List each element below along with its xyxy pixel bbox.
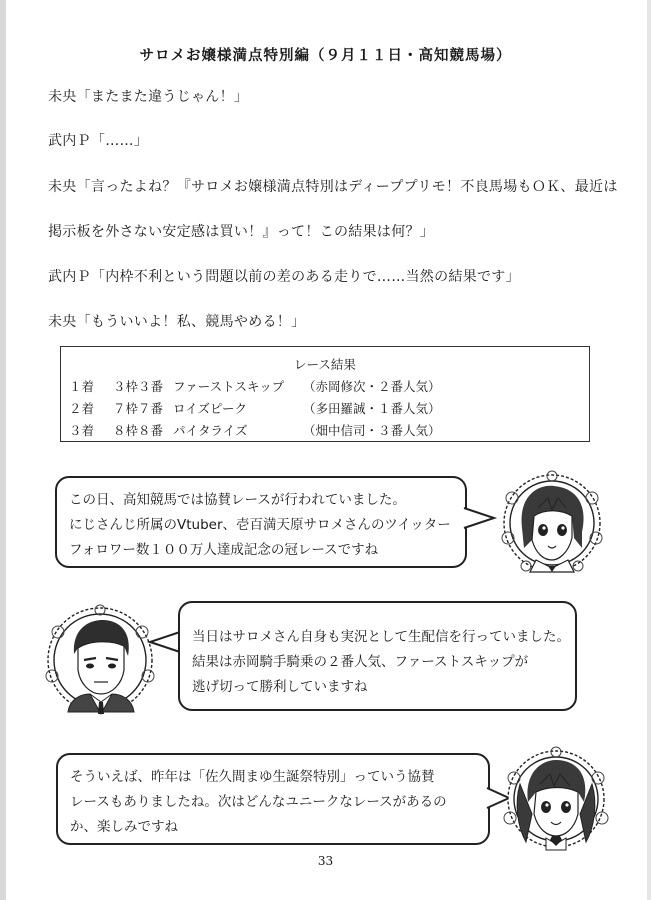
bubble-line: フォロワー数１００万人達成記念の冠レースですね: [69, 542, 379, 558]
result-horse: パイタライズ: [173, 423, 248, 438]
speech-bubble-tail: [464, 506, 498, 532]
bubble-line: レースもありましたね。次はどんなユニークなレースがあるの: [70, 794, 447, 810]
race-results-box: [60, 346, 590, 442]
bubble-line: 当日はサロメさん自身も実況として生配信を行っていました。: [192, 629, 570, 645]
speech-bubble-tail: [146, 630, 182, 656]
dialogue-line: 武内Ｐ「……」: [48, 133, 149, 149]
speech-bubble-2: [178, 601, 577, 711]
dialogue-line: 掲示板を外さない安定感は買い！』って！この結果は何？」: [48, 224, 435, 240]
dialogue-line: 未央「またまた違うじゃん！」: [48, 89, 249, 105]
page-number: 33: [317, 854, 334, 868]
page-title: サロメお嬢様満点特別編（９月１１日・高知競馬場）: [139, 48, 512, 64]
result-frame: ８枠８番: [113, 423, 164, 438]
girl-short-hair-avatar-icon: [496, 468, 608, 578]
bubble-line: そういえば、昨年は「佐久間まゆ生誕祭特別」っていう協賛: [70, 769, 435, 785]
dialogue-line: 未央「言ったよね？『サロメお嬢様満点特別はディーププリモ！不良馬場もＯＫ、最近は: [48, 179, 618, 195]
result-jockey-popularity: （赤岡修次・２番人気）: [303, 379, 441, 394]
dialogue-line: 武内Ｐ「内枠不利という問題以前の差のある走りで……当然の結果です」: [48, 269, 520, 285]
bubble-line: 結果は赤岡騎手騎乗の２番人気、ファーストスキップが: [192, 654, 529, 670]
page-edge-shadow: [0, 0, 6, 900]
result-frame: ７枠７番: [113, 401, 164, 416]
result-place: ２着: [69, 401, 95, 416]
bubble-line: この日、高知競馬では協賛レースが行われていました。: [69, 492, 406, 508]
result-frame: ３枠３番: [113, 379, 164, 394]
speech-bubble-3: [56, 753, 490, 845]
bubble-line: 逃げ切って勝利していますね: [192, 679, 368, 695]
producer-avatar-icon: [40, 602, 160, 718]
result-jockey-popularity: （多田羅誠・１番人気）: [303, 401, 441, 416]
result-place: ３着: [69, 423, 95, 438]
speech-bubble-1: [55, 476, 467, 568]
result-horse: ファーストスキップ: [173, 379, 285, 394]
result-place: １着: [69, 379, 95, 394]
page-edge-shadow: [647, 0, 651, 900]
girl-twin-tails-avatar-icon: [500, 744, 612, 854]
bubble-line: にじさんじ所属のVtuber、壱百満天原サロメさんのツイッター: [69, 517, 451, 533]
dialogue-line: 未央「もういいよ！私、競馬やめる！」: [48, 314, 306, 330]
bubble-line: か、楽しみですね: [70, 819, 178, 835]
race-results-heading: レース結果: [294, 357, 356, 372]
result-horse: ロイズピーク: [173, 401, 248, 416]
result-jockey-popularity: （畑中信司・３番人気）: [303, 423, 441, 438]
